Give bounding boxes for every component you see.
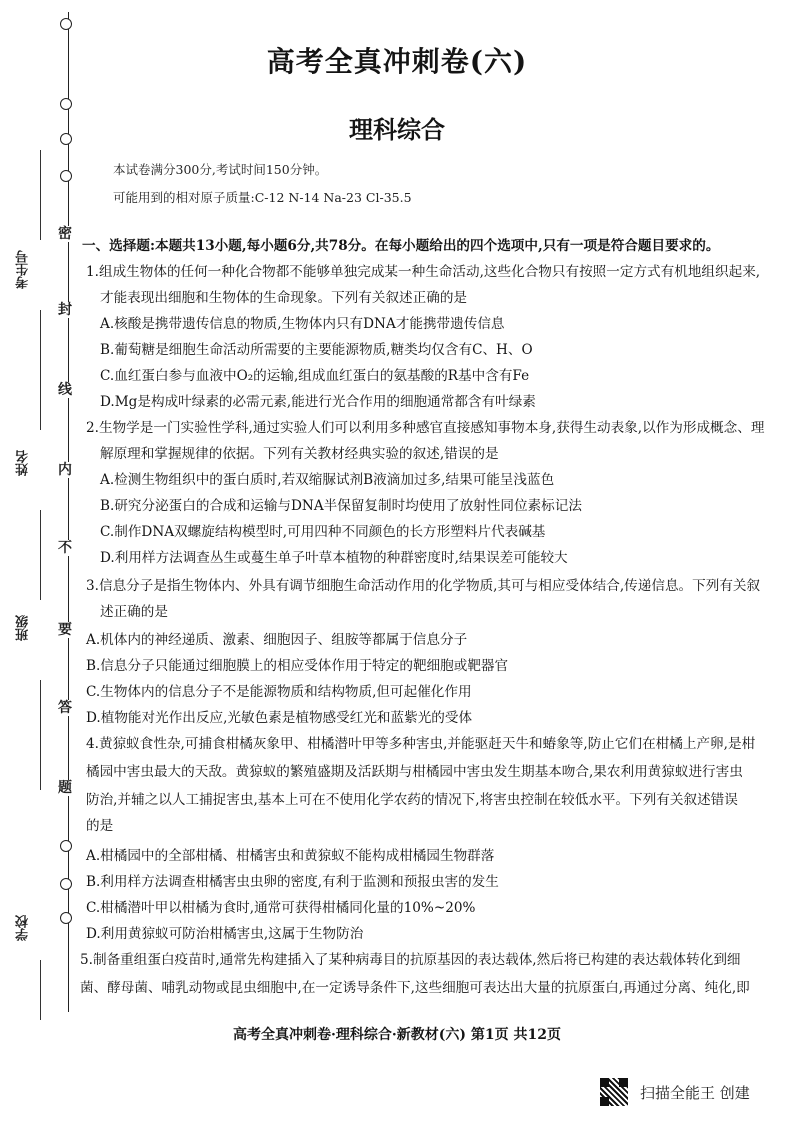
seal-char: 答 bbox=[58, 700, 72, 716]
question-3-option-b: B.信息分子只能通过细胞膜上的相应受体作用于特定的靶细胞或靶器官 bbox=[86, 658, 509, 674]
seal-char: 线 bbox=[58, 382, 72, 398]
qr-code-icon bbox=[600, 1078, 628, 1106]
field-rule bbox=[40, 310, 41, 430]
question-3-option-c: C.生物体内的信息分子不是能源物质和结构物质,但可起催化作用 bbox=[86, 684, 472, 700]
seal-char: 内 bbox=[58, 462, 72, 478]
question-1-option-c: C.血红蛋白参与血液中O₂的运输,组成血红蛋白的氨基酸的R基中含有Fe bbox=[100, 368, 530, 384]
binding-hole-icon bbox=[60, 878, 72, 890]
question-1-option-b: B.葡萄糖是细胞生命活动所需要的主要能源物质,糖类均仅含有C、H、O bbox=[100, 342, 533, 358]
binding-hole-icon bbox=[60, 18, 72, 30]
field-rule bbox=[40, 510, 41, 600]
seal-char: 题 bbox=[58, 780, 72, 796]
question-4-stem: 的是 bbox=[86, 818, 114, 834]
exam-meta-atomic-mass: 可能用到的相对原子质量:C-12 N-14 Na-23 Cl-35.5 bbox=[113, 190, 412, 205]
exam-meta-score-time: 本试卷满分300分,考试时间150分钟。 bbox=[113, 162, 328, 177]
page-footer: 高考全真冲刺卷·理科综合·新教材(六) 第1页 共12页 bbox=[233, 1027, 561, 1043]
seal-char: 封 bbox=[58, 302, 72, 318]
question-3-stem: 3.信息分子是指生物体内、外具有调节细胞生命活动作用的化学物质,其可与相应受体结合,传递信息。下列有关叙 bbox=[86, 578, 761, 594]
question-3-option-a: A.机体内的神经递质、激素、细胞因子、组胺等都属于信息分子 bbox=[86, 632, 468, 648]
scanner-watermark: 扫描全能王 创建 bbox=[640, 1084, 750, 1102]
binding-hole-icon bbox=[60, 912, 72, 924]
question-1-option-a: A.核酸是携带遗传信息的物质,生物体内只有DNA才能携带遗传信息 bbox=[100, 316, 505, 332]
question-4-stem: 橘园中害虫最大的天敌。黄猄蚁的繁殖盛期及活跃期与柑橘园中害虫发生期基本吻合,果农利用黄猄蚁进行害虫 bbox=[86, 764, 743, 780]
question-4-stem: 防治,并辅之以人工捕捉害虫,基本上可在不使用化学农药的情况下,将害虫控制在较低水平。下列有关叙述错误 bbox=[86, 792, 738, 808]
seal-char: 不 bbox=[58, 540, 72, 556]
question-2-option-c: C.制作DNA双螺旋结构模型时,可用四种不同颜色的长方形塑料片代表碱基 bbox=[100, 524, 546, 540]
field-label-examinee-number: 考生号 bbox=[16, 250, 31, 289]
question-1-stem: 1.组成生物体的任何一种化合物都不能够单独完成某一种生命活动,这些化合物只有按照一定方式有机地组织起来, bbox=[86, 264, 761, 280]
question-5-stem: 5.制备重组蛋白疫苗时,通常先构建插入了某种病毒目的抗原基因的表达载体,然后将已构建的表达载体转化到细 bbox=[80, 952, 741, 968]
question-4-stem: 4.黄猄蚁食性杂,可捕食柑橘灰象甲、柑橘潜叶甲等多种害虫,并能驱赶天牛和蝽象等,防止它们在柑橘上产卵,是柑 bbox=[86, 736, 756, 752]
field-label-name: 姓名 bbox=[16, 450, 31, 476]
binding-hole-icon bbox=[60, 170, 72, 182]
question-4-option-d: D.利用黄猄蚁可防治柑橘害虫,这属于生物防治 bbox=[86, 926, 364, 942]
question-2-option-a: A.检测生物组织中的蛋白质时,若双缩脲试剂B液滴加过多,结果可能呈浅蓝色 bbox=[100, 472, 555, 488]
section-heading: 一、选择题:本题共13小题,每小题6分,共78分。在每小题给出的四个选项中,只有一项是符合题目要求的。 bbox=[82, 238, 720, 254]
question-4-option-a: A.柑橘园中的全部柑橘、柑橘害虫和黄猄蚁不能构成柑橘园生物群落 bbox=[86, 848, 495, 864]
exam-subtitle: 理科综合 bbox=[349, 115, 445, 144]
question-1-stem: 才能表现出细胞和生物体的生命现象。下列有关叙述正确的是 bbox=[100, 290, 468, 306]
binding-hole-icon bbox=[60, 98, 72, 110]
question-2-option-b: B.研究分泌蛋白的合成和运输与DNA半保留复制时均使用了放射性同位素标记法 bbox=[100, 498, 582, 514]
question-1-option-d: D.Mg是构成叶绿素的必需元素,能进行光合作用的细胞通常都含有叶绿素 bbox=[100, 394, 536, 410]
question-4-option-c: C.柑橘潜叶甲以柑橘为食时,通常可获得柑橘同化量的10%~20% bbox=[86, 900, 476, 916]
field-rule bbox=[40, 680, 41, 790]
field-label-school: 学校 bbox=[16, 915, 31, 941]
binding-hole-icon bbox=[60, 840, 72, 852]
field-label-class: 班级 bbox=[16, 615, 31, 641]
question-5-stem: 菌、酵母菌、哺乳动物或昆虫细胞中,在一定诱导条件下,这些细胞可表达出大量的抗原蛋白,再通过分离、纯化,即 bbox=[80, 980, 750, 996]
question-4-option-b: B.利用样方法调查柑橘害虫虫卵的密度,有利于监测和预报虫害的发生 bbox=[86, 874, 499, 890]
question-3-stem: 述正确的是 bbox=[100, 604, 168, 620]
exam-title: 高考全真冲刺卷(六) bbox=[266, 45, 528, 78]
question-2-option-d: D.利用样方法调查丛生或蔓生单子叶草本植物的种群密度时,结果误差可能较大 bbox=[100, 550, 568, 566]
question-3-option-d: D.植物能对光作出反应,光敏色素是植物感受红光和蓝紫光的受体 bbox=[86, 710, 473, 726]
question-2-stem: 解原理和掌握规律的依据。下列有关教材经典实验的叙述,错误的是 bbox=[100, 446, 499, 462]
field-rule bbox=[40, 150, 41, 240]
seal-char: 要 bbox=[58, 622, 72, 638]
binding-line bbox=[68, 12, 69, 1012]
seal-char: 密 bbox=[58, 226, 72, 242]
field-rule bbox=[40, 960, 41, 1020]
question-2-stem: 2.生物学是一门实验性学科,通过实验人们可以利用多种感官直接感知事物本身,获得生动表象,以作为形成概念、理 bbox=[86, 420, 765, 436]
